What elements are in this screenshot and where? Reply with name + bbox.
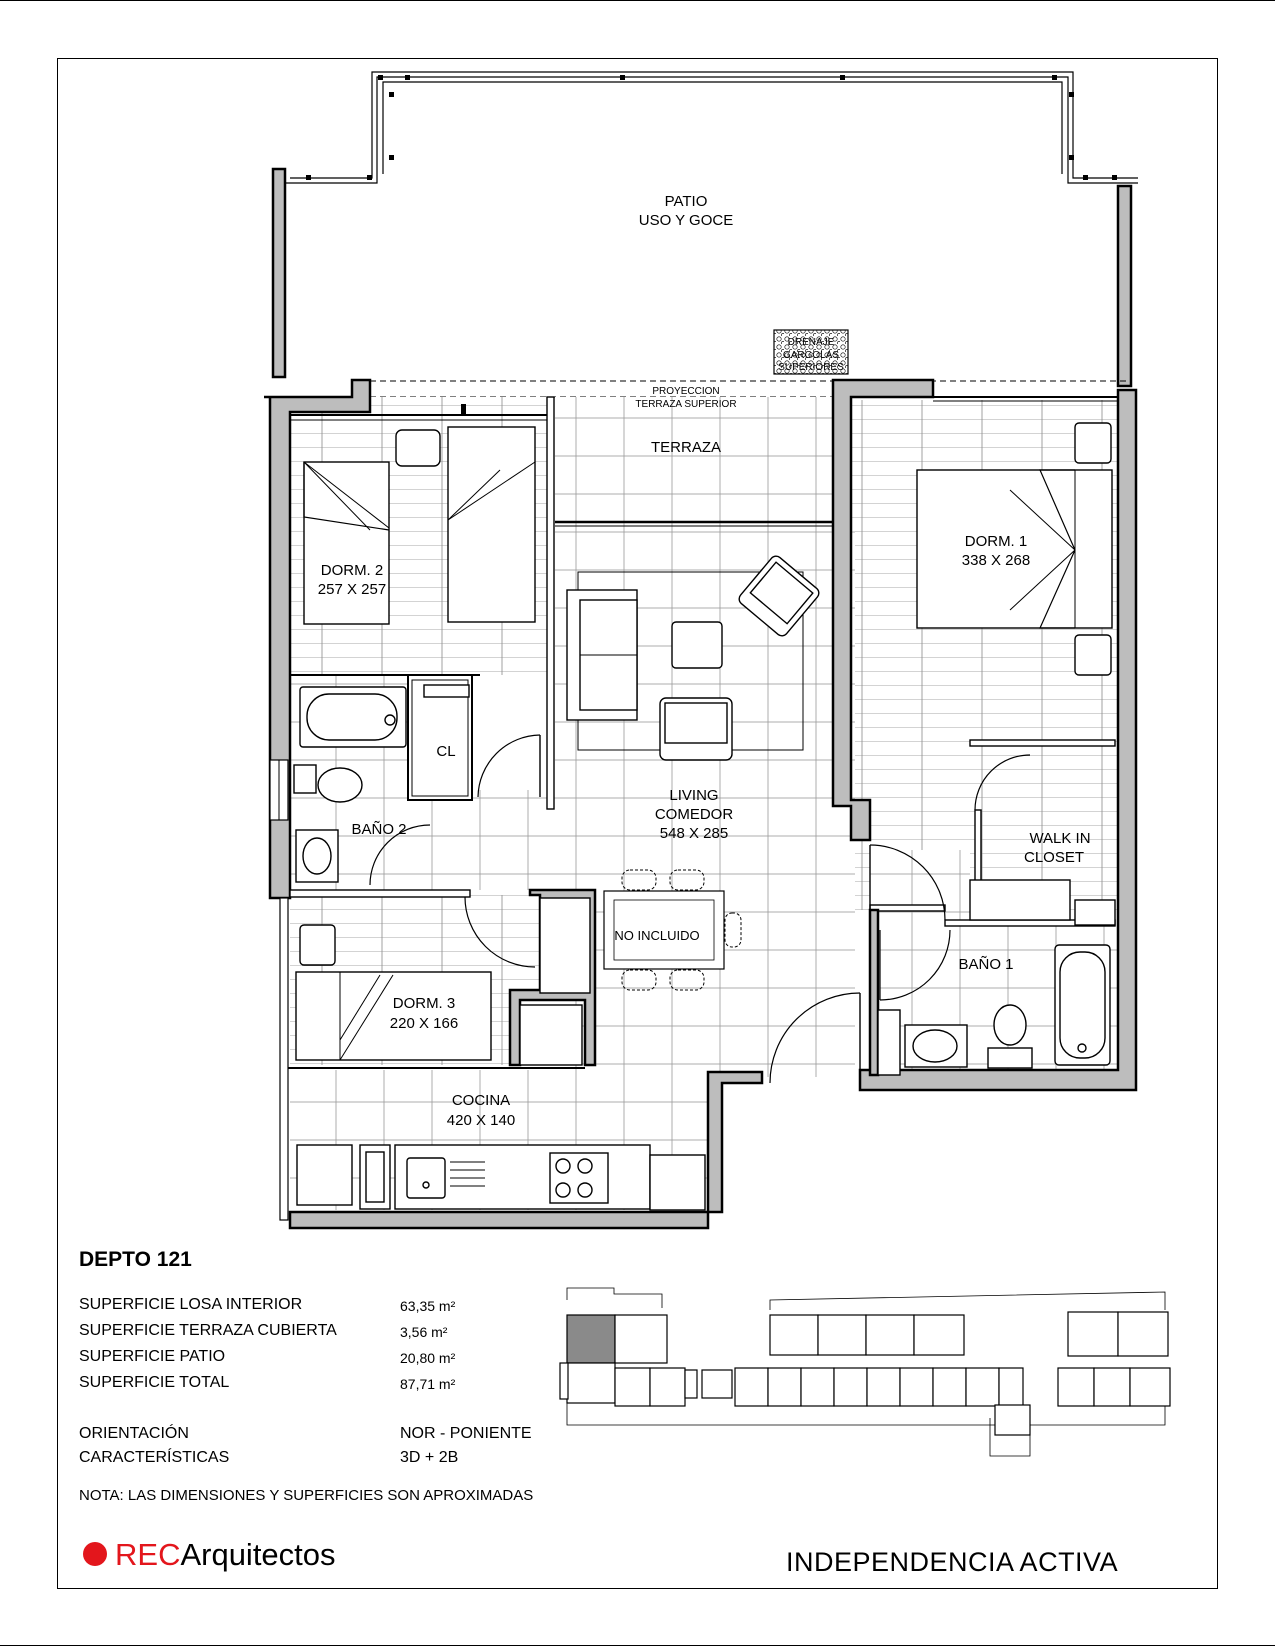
key-plan xyxy=(560,1288,1170,1456)
label-dorm1-size: 338 X 268 xyxy=(961,552,1031,569)
spec-label-total: SUPERFICIE TOTAL xyxy=(79,1374,230,1391)
brand-dot-icon xyxy=(83,1542,107,1566)
spec-value-total: 87,71 m² xyxy=(400,1376,456,1392)
label-dorm3: DORM. 3 xyxy=(392,995,456,1012)
label-dorm2-size: 257 X 257 xyxy=(317,581,387,598)
label-superiores: SUPERIORES xyxy=(778,362,844,373)
brand-rec: REC xyxy=(115,1537,181,1572)
label-no-incluido: NO INCLUIDO xyxy=(614,928,700,943)
note-text: NOTA: LAS DIMENSIONES Y SUPERFICIES SON APROXIMADAS xyxy=(79,1487,534,1504)
label-closet-walkin: CLOSET xyxy=(1023,849,1085,866)
label-cocina-size: 420 X 140 xyxy=(446,1112,516,1129)
label-walk-in: WALK IN xyxy=(1029,830,1091,847)
spec-label-losa: SUPERFICIE LOSA INTERIOR xyxy=(79,1296,303,1313)
unit-title: DEPTO 121 xyxy=(79,1248,192,1271)
brand-name: Arquitectos xyxy=(180,1537,336,1572)
detail-label-caracteristicas: CARACTERÍSTICAS xyxy=(79,1449,230,1466)
label-terraza-superior: TERRAZA SUPERIOR xyxy=(635,399,737,410)
label-dorm2: DORM. 2 xyxy=(320,562,384,579)
label-living: LIVING xyxy=(669,787,719,804)
unit-highlight xyxy=(567,1315,615,1363)
label-dorm1: DORM. 1 xyxy=(964,533,1028,550)
label-cocina: COCINA xyxy=(451,1092,511,1109)
label-bano2: BAÑO 2 xyxy=(351,821,407,838)
detail-value-orientacion: NOR - PONIENTE xyxy=(400,1425,532,1442)
label-comedor: COMEDOR xyxy=(654,806,734,823)
detail-label-orientacion: ORIENTACIÓN xyxy=(79,1425,189,1442)
spec-value-losa: 63,35 m² xyxy=(400,1298,456,1314)
spec-label-patio: SUPERFICIE PATIO xyxy=(79,1348,226,1365)
label-proyeccion: PROYECCION xyxy=(652,386,720,397)
project-name: INDEPENDENCIA ACTIVA xyxy=(786,1547,1119,1577)
label-terraza: TERRAZA xyxy=(650,439,722,456)
spec-value-terraza: 3,56 m² xyxy=(400,1324,448,1340)
spec-value-patio: 20,80 m² xyxy=(400,1350,456,1366)
label-drenaje: DRENAJE xyxy=(787,337,835,348)
brand-logo xyxy=(83,1537,336,1573)
label-dorm3-size: 220 X 166 xyxy=(389,1015,459,1032)
label-gargolas: GARGOLAS xyxy=(782,350,840,361)
label-patio: PATIO xyxy=(664,193,708,210)
label-bano1: BAÑO 1 xyxy=(958,956,1014,973)
detail-value-caracteristicas: 3D + 2B xyxy=(400,1449,459,1466)
label-living-size: 548 X 285 xyxy=(659,825,729,842)
spec-label-terraza: SUPERFICIE TERRAZA CUBIERTA xyxy=(79,1322,337,1339)
patio-outline xyxy=(273,72,1138,397)
label-patio-uso: USO Y GOCE xyxy=(638,212,734,229)
label-closet: CL xyxy=(436,743,456,760)
